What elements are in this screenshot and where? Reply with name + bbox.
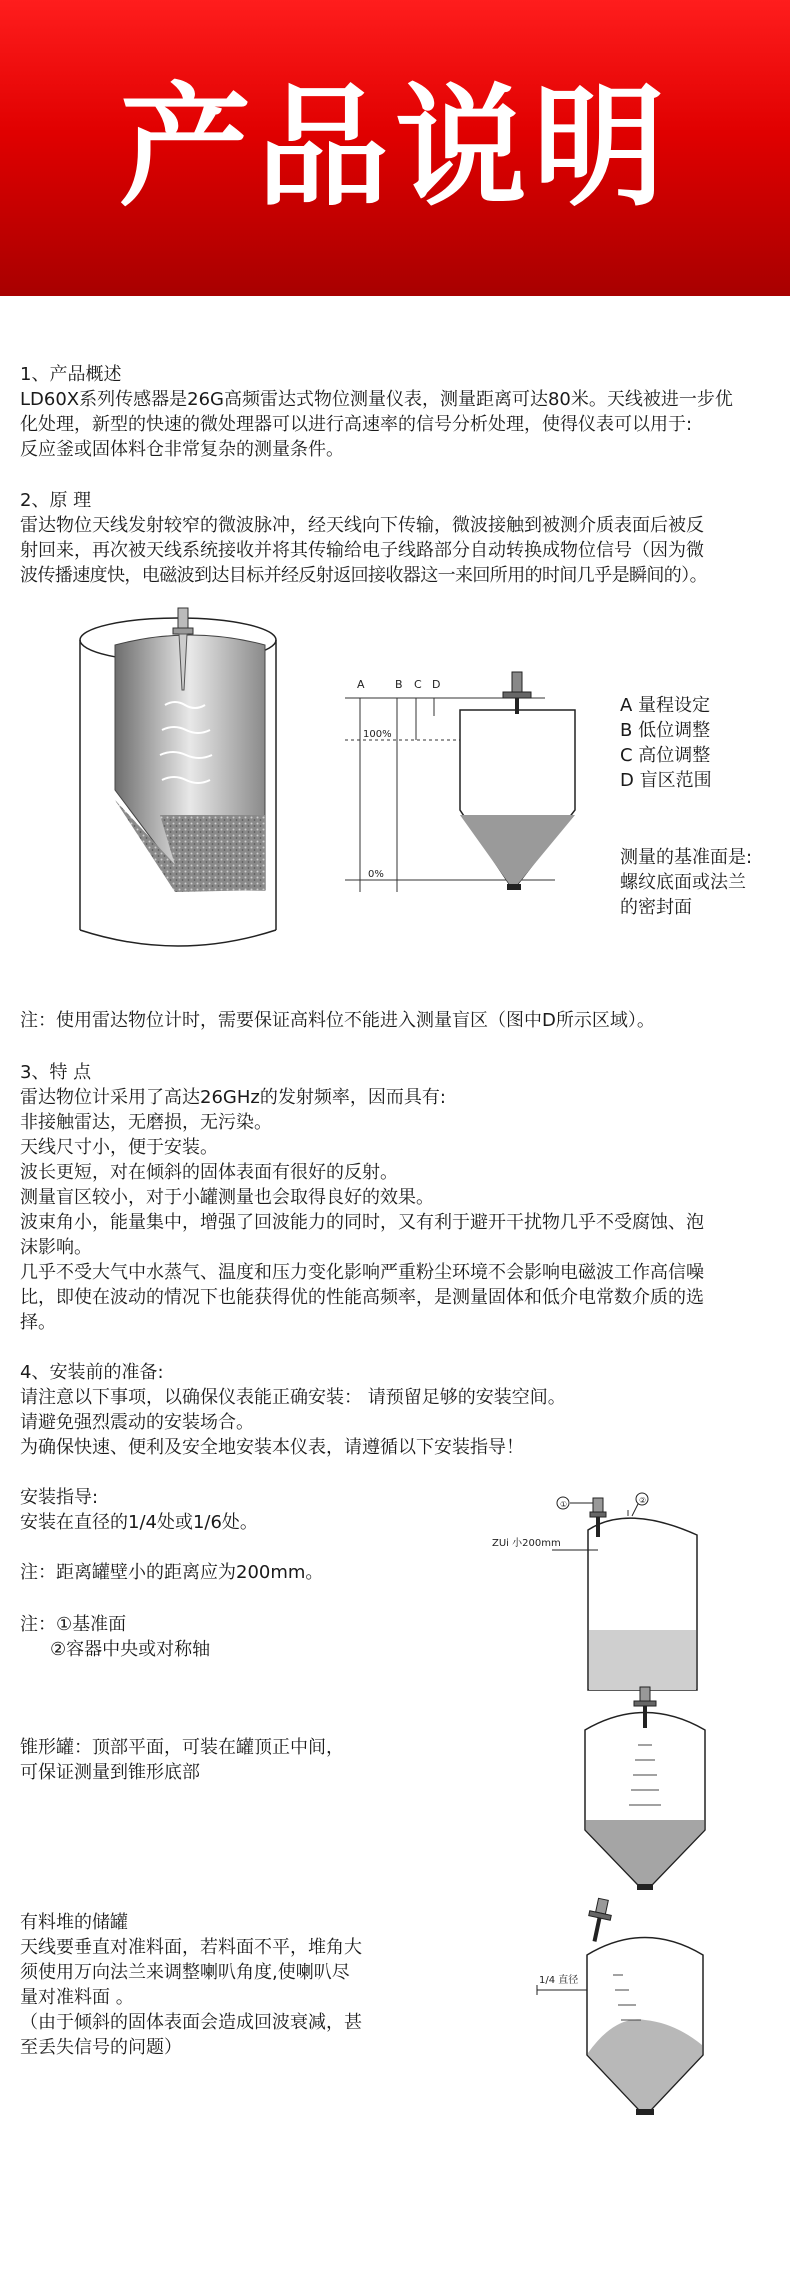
section-preparation (20, 1360, 566, 1460)
paragraph-line: 比，即使在波动的情况下也能获得优的性能高频率，是测量固体和低介电常数介质的选 (20, 1287, 704, 1308)
diagram-legend (620, 693, 712, 793)
note-text: 注：使用雷达物位计时，需要保证高料位不能进入测量盲区（图中D所示区域）。 (20, 1010, 655, 1031)
paragraph-line: 反应釜或固体料仓非常复杂的测量条件。 (20, 439, 344, 460)
label-d: D (432, 678, 441, 691)
paragraph-line: 化处理，新型的快速的微处理器可以进行高速率的信号分析处理，使得仪表可以用于: (20, 414, 693, 435)
section-heading: 1、产品概述 (20, 364, 122, 385)
blind-zone-note (20, 1008, 655, 1033)
reference-line: 螺纹底面或法兰 (620, 872, 746, 893)
pile-line: （由于倾斜的固体表面会造成回波衰减，甚 (20, 2012, 362, 2033)
paragraph-line: 射回来，再次被天线系统接收并将其传输给电子线路部分自动转换成物位信号（因为微 (20, 540, 704, 561)
paragraph-line: 波束角小，能量集中，增强了回波能力的同时，又有利于避开干扰物几乎不受腐蚀、泡 (20, 1212, 704, 1233)
cone-line: 锥形罐：顶部平面，可装在罐顶正中间， (20, 1737, 344, 1758)
paragraph-line: 波传播速度快，电磁波到达目标并经反射返回接收器这一来回所用的时间几乎是瞬间的）。 (20, 565, 707, 586)
label-100-percent: 100% (363, 729, 392, 740)
paragraph-line: 请避免强烈震动的安装场合。 (20, 1412, 254, 1433)
cone-tank-text (20, 1735, 344, 1785)
note-text: ②容器中央或对称轴 (50, 1639, 211, 1660)
section-features (20, 1060, 704, 1335)
paragraph-line: 雷达物位天线发射较窄的微波脉冲，经天线向下传输，微波接触到被测介质表面后被反 (20, 515, 704, 536)
paragraph-line: 沫影响。 (20, 1237, 92, 1258)
paragraph-line: 雷达物位计采用了高达26GHz的发射频率，因而具有: (20, 1087, 446, 1108)
page-title: 产品说明 (119, 71, 671, 225)
legend-item: B 低位调整 (620, 720, 711, 741)
paragraph-line: 为确保快速、便利及安全地安装本仪表，请遵循以下安装指导！ (20, 1437, 524, 1458)
section-overview (20, 362, 733, 462)
note-text: 注：距离罐壁小的距离应为200mm。 (20, 1562, 324, 1583)
paragraph-line: 择。 (20, 1312, 56, 1333)
install-position-diagram (490, 1490, 710, 1700)
section-heading: 2、原 理 (20, 490, 92, 511)
pile-line: 须使用万向法兰来调整喇叭角度,使喇叭尽 (20, 1962, 350, 1983)
dimension-label: 1/4 直径 (539, 1975, 579, 1986)
paragraph-line: 几乎不受大气中水蒸气、温度和压力变化影响严重粉尘环境不会影响电磁波工作高信噪 (20, 1262, 704, 1283)
legend-item: A 量程设定 (620, 695, 711, 716)
cone-line: 可保证测量到锥形底部 (20, 1762, 200, 1783)
pile-line: 天线要垂直对准料面，若料面不平，堆角大 (20, 1937, 362, 1958)
paragraph-line: 请注意以下事项，以确保仪表能正确安装： 请预留足够的安装空间。 (20, 1387, 566, 1408)
paragraph-line: 天线尺寸小，便于安装。 (20, 1137, 218, 1158)
tank-illustration (70, 600, 280, 950)
pile-tank-text (20, 1910, 362, 2060)
reference-line: 测量的基准面是: (620, 847, 753, 868)
install-line: 安装在直径的1/4处或1/6处。 (20, 1512, 258, 1533)
label-c: C (414, 678, 422, 691)
note-text: 注：①基准面 (20, 1614, 127, 1635)
reference-line: 的密封面 (620, 897, 692, 918)
marker-1: ① (560, 1500, 568, 1509)
reference-note (620, 845, 752, 920)
pile-line: 量对准料面 。 (20, 1987, 134, 2008)
paragraph-line: 波长更短，对在倾斜的固体表面有很好的反射。 (20, 1162, 398, 1183)
legend-item: D 盲区范围 (620, 770, 712, 791)
pile-line: 至丢失信号的问题） (20, 2037, 182, 2058)
paragraph-line: 非接触雷达，无磨损，无污染。 (20, 1112, 272, 1133)
pile-heading: 有料堆的储罐 (20, 1912, 128, 1933)
dimension-label: ZUi 小200mm (492, 1538, 561, 1549)
install-guide (20, 1485, 258, 1535)
label-0-percent: 0% (368, 869, 384, 880)
section-heading: 3、特 点 (20, 1062, 92, 1083)
marker-2: ② (639, 1496, 647, 1505)
pile-tank-diagram (535, 1895, 715, 2125)
section-principle (20, 488, 707, 588)
paragraph-line: LD60X系列传感器是26G高频雷达式物位测量仪表，测量距离可达80米。天线被进一步优 (20, 389, 733, 410)
paragraph-line: 测量盲区较小，对于小罐测量也会取得良好的效果。 (20, 1187, 434, 1208)
install-distance-note (20, 1560, 323, 1585)
install-reference-note (20, 1612, 210, 1662)
measurement-schematic (345, 670, 615, 910)
install-heading: 安装指导: (20, 1487, 99, 1508)
label-a: A (357, 678, 365, 691)
legend-item: C 高位调整 (620, 745, 711, 766)
label-b: B (395, 678, 403, 691)
cone-tank-diagram (580, 1685, 710, 1895)
section-heading: 4、安装前的准备: (20, 1362, 164, 1383)
